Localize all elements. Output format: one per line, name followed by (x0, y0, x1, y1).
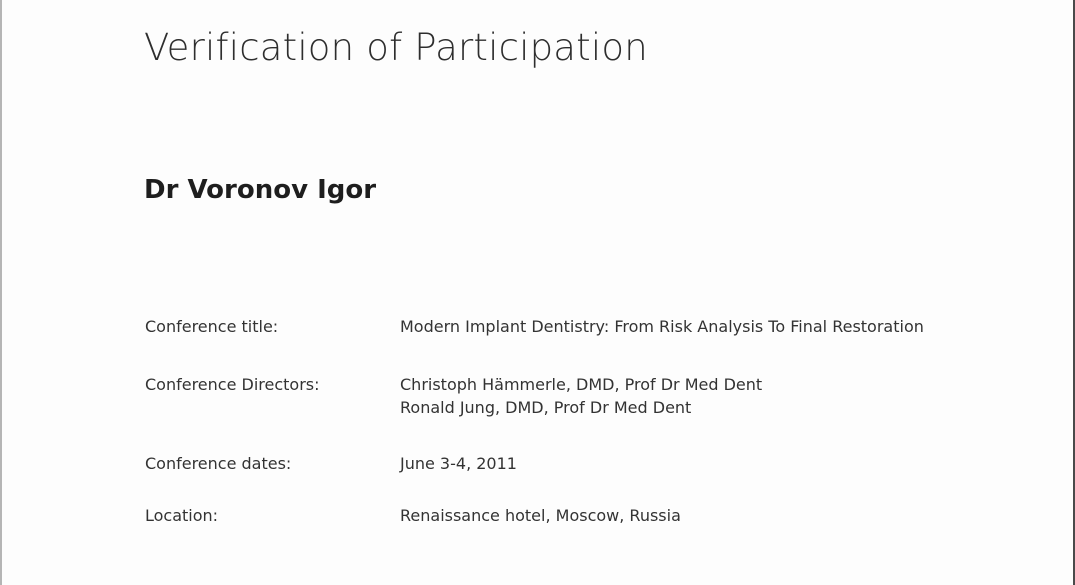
location-label: Location: (145, 506, 219, 525)
conference-directors-label: Conference Directors: (145, 375, 320, 394)
conference-dates-label: Conference dates: (145, 454, 292, 473)
conference-directors-list (400, 373, 762, 419)
conference-title-value: Modern Implant Dentistry: From Risk Analysis To Final Restoration (400, 317, 924, 336)
director-2: Ronald Jung, DMD, Prof Dr Med Dent (400, 398, 692, 417)
conference-title-label: Conference title: (145, 317, 279, 336)
document-title: Verification of Participation (144, 26, 648, 69)
participant-name: Dr Voronov Igor (144, 175, 377, 205)
conference-dates-value: June 3-4, 2011 (400, 454, 517, 473)
page-left-edge (0, 0, 2, 585)
director-1: Christoph Hämmerle, DMD, Prof Dr Med Dent (400, 375, 763, 394)
location-value: Renaissance hotel, Moscow, Russia (400, 506, 681, 525)
